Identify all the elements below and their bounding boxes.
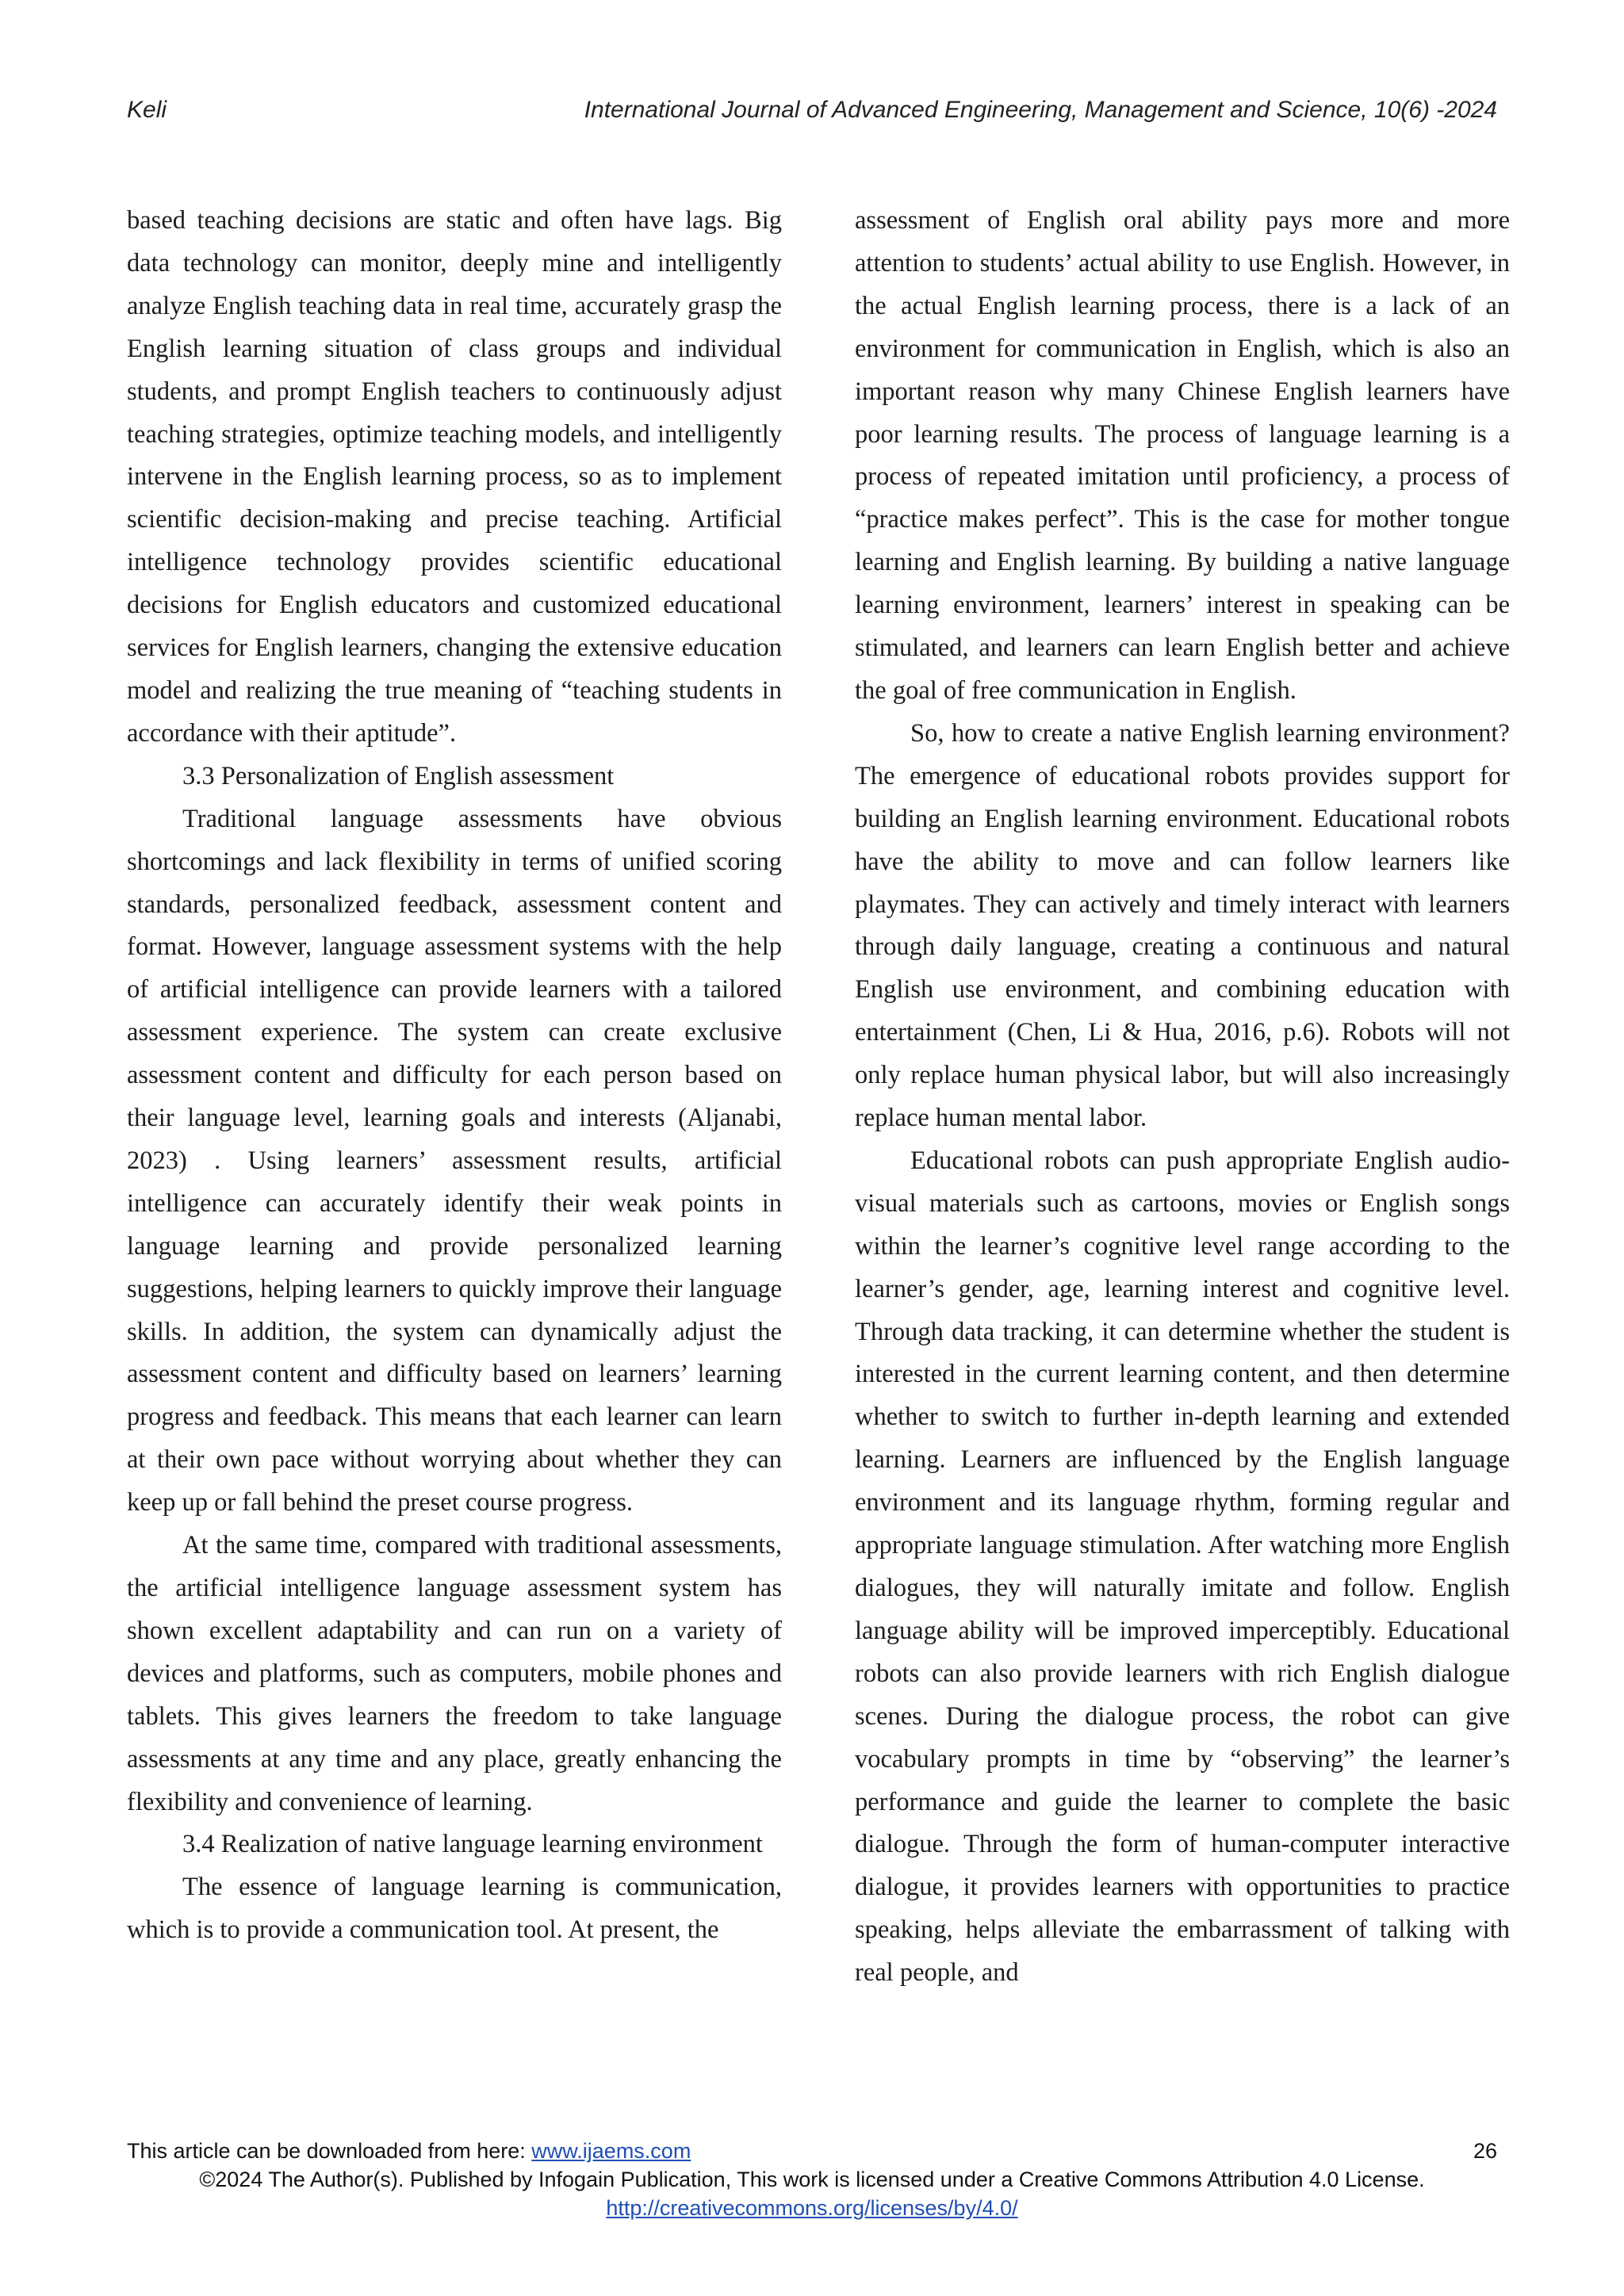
header-journal-title: International Journal of Advanced Engineering, Management and Science, 10(6) -2024 [584,97,1497,123]
paragraph: based teaching decisions are static and often have lags. Big data technology can monitor, deeply mine and intelligently analyze English teaching data in real time, accurately grasp the English learning situation of class groups and individual students, and prompt English teachers to continuously adjust teaching strategies, optimize teaching models, and intelligently intervene in the English learning process, so as to implement scientific decision-making and precise teaching. Artificial intelligence technology provides scientific educational decisions for English educators and customized educational services for English learners, changing the extensive education model and realizing the true meaning of “teaching students in accordance with their aptitude”. [127,206,782,748]
download-text: This article can be downloaded from here: [127,2139,532,2163]
paragraph: At the same time, compared with traditional assessments, the artificial intelligence language assessment system has shown excellent adaptability and can run on a variety of devices and platforms, such as computers, mobile phones and tablets. This gives learners the freedom to take language assessments at any time and any place, greatly enhancing the flexibility and convenience of learning. [127,1531,782,1816]
paragraph: Educational robots can push appropriate English audio-visual materials such as cartoons, movies or English songs within the learner’s cognitive level range according to the learner’s gender, age, learning interest and cognitive level. Through data tracking, it can determine whether the student is interested in the current learning content, and then determine whether to switch to further in-depth learning and extended learning. Learners are influenced by the English language environment and its language rhythm, forming regular and appropriate language stimulation. After watching more English dialogues, they will naturally imitate and follow. English language ability will be improved imperceptibly. Educational robots can also provide learners with rich English dialogue scenes. During the dialogue process, the robot can give vocabulary prompts in time by “observing” the learner’s performance and guide the learner to complete the basic dialogue. Through the form of human-computer interactive dialogue, it provides learners with opportunities to practice speaking, helps alleviate the embarrassment of talking with real people, and [855,1146,1510,1988]
paragraph: Traditional language assessments have obvious shortcomings and lack flexibility in terms of unified scoring standards, personalized feedback, assessment content and format. However, language assessment systems with the help of artificial intelligence can provide learners with a tailored assessment experience. The system can create exclusive assessment content and difficulty for each person based on their language level, learning goals and interests (Aljanabi, 2023) . Using learners’ assessment results, artificial intelligence can accurately identify their weak points in language learning and provide personalized learning suggestions, helping learners to quickly improve their language skills. In addition, the system can dynamically adjust the assessment content and difficulty based on learners’ learning progress and feedback. This means that each learner can learn at their own pace without worrying about whether they can keep up or fall behind the preset course progress. [127,804,782,1517]
journal-website-link[interactable]: www.ijaems.com [531,2139,691,2163]
right-column [855,200,1510,1995]
paragraph: The essence of language learning is communication, which is to provide a communication tool. At present, the [127,1873,782,1945]
section-heading-3-3: 3.3 Personalization of English assessment [182,761,615,790]
license-text: ©2024 The Author(s). Published by Infogain Publication, This work is licensed under a Creative Commons Attribution 4.0 License. [199,2168,1425,2191]
page-footer [127,2137,1497,2222]
page-number: 26 [1473,2139,1497,2163]
section-heading-3-4: 3.4 Realization of native language learning environment [182,1830,763,1859]
running-header [127,97,1497,138]
paragraph: So, how to create a native English learning environment? The emergence of educational robots provides support for building an English learning environment. Educational robots have the ability to move and can follow learners like playmates. They can actively and timely interact with learners through daily language, creating a continuous and natural English use environment, and combining education with entertainment (Chen, Li & Hua, 2016, p.6). Robots will not only replace human physical labor, but will also increasingly replace human mental labor. [855,718,1510,1133]
license-link[interactable]: http://creativecommons.org/licenses/by/4.0/ [606,2196,1018,2220]
left-column [127,200,782,1952]
header-author: Keli [127,97,167,123]
paragraph: assessment of English oral ability pays more and more attention to students’ actual ability to use English. However, in the actual English learning process, there is a lack of an environment for communication in English, which is also an important reason why many Chinese English learners have poor learning results. The process of language learning is a process of repeated imitation until proficiency, a process of “practice makes perfect”. This is the case for mother tongue learning and English learning. By building a native language learning environment, learners’ interest in speaking can be stimulated, and learners can learn English better and achieve the goal of free communication in English. [855,206,1510,705]
